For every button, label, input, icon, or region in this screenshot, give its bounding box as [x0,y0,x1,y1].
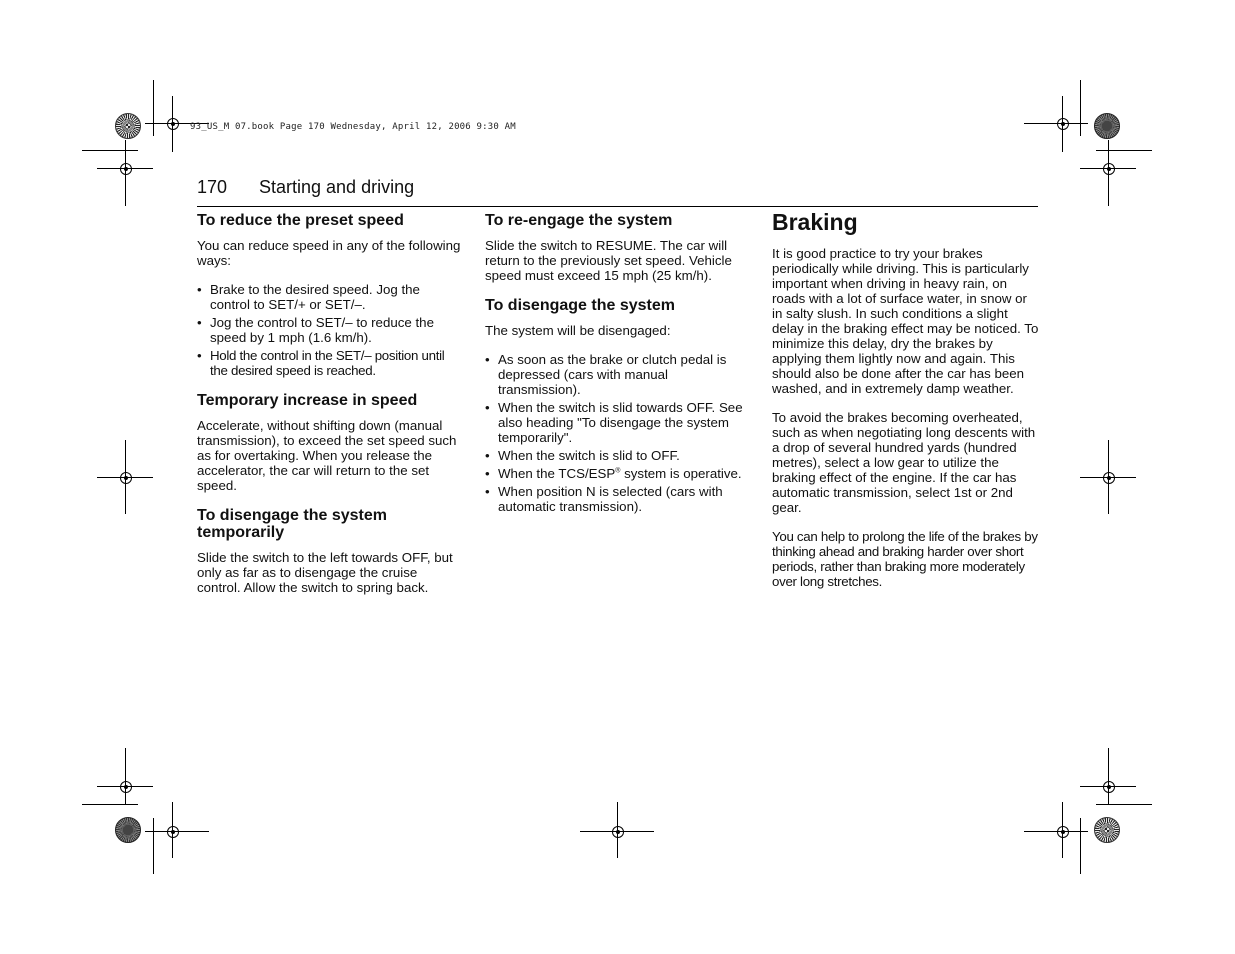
column-left [197,212,463,609]
color-wheel-icon [115,113,141,139]
paragraph: Accelerate, without shifting down (manual transmission), to exceed the set speed such as for overtaking. When you release the accelerator, the car will return to the set speed. [197,418,457,493]
color-wheel-icon [1094,817,1120,843]
heading-disengage: To disengage the system [485,297,675,314]
crop-line [82,150,138,151]
paragraph: You can reduce speed in any of the following ways: [197,238,461,268]
crop-line [125,748,126,804]
header-rule [197,206,1038,207]
list-item: • Jog the control to SET/– to reduce the speed by 1 mph (1.6 km/h). [197,315,463,345]
registered-mark: ® [615,467,621,475]
column-right [772,209,1040,603]
crop-line [1080,818,1081,874]
color-wheel-icon [1094,113,1120,139]
column-middle [485,212,751,528]
registration-mark-icon [1101,470,1117,486]
crop-line [1096,150,1152,151]
registration-mark-icon [1055,116,1071,132]
registration-mark-icon [1055,824,1071,840]
running-head: Starting and driving [259,177,415,197]
heading-disengage-temporarily: To disengage the system temporarily [197,507,387,541]
paragraph: Slide the switch to RESUME. The car will return to the previously set speed. Vehicle speed must exceed 15 mph (25 km/h). [485,238,732,283]
list-item: • Hold the control in the SET/– position until the desired speed is reached. [197,348,463,378]
page-number: 170 [197,177,228,197]
crop-line [153,80,154,136]
registration-mark-icon [118,470,134,486]
registration-mark-icon [1101,161,1117,177]
paragraph: Slide the switch to the left towards OFF, but only as far as to disengage the cruise control. Allow the switch to spring back. [197,550,453,595]
paragraph: It is good practice to try your brakes periodically while driving. This is particularly important when driving in heavy rain, on roads with a lot of surface water, in snow or in salty slush. In such conditions a slight delay in the braking effect may be noticed. To minimize this delay, dry the brakes by applying them lightly now and again. This should also be done after the car has been washed, and in extremely damp weather. [772,246,1039,396]
list-item: • As soon as the brake or clutch pedal is depressed (cars with manual transmission). [485,352,751,397]
registration-mark-icon [610,824,626,840]
registration-mark-icon [1101,779,1117,795]
tcs-text-rest: system is operative. [620,466,742,481]
crop-line [1108,748,1109,804]
registration-mark-icon [118,161,134,177]
crop-line [82,804,138,805]
registration-mark-icon [165,824,181,840]
tcs-text: When the TCS/ESP [498,466,616,481]
registration-mark-icon [165,116,181,132]
list-item: • When the switch is slid to OFF. [485,448,751,463]
print-slug: 93_US_M 07.book Page 170 Wednesday, April 12, 2006 9:30 AM [190,122,516,132]
paragraph: You can help to prolong the life of the brakes by thinking ahead and braking harder over short periods, rather than braking more moderately over long stretches. [772,529,1038,589]
list-item: • When position N is selected (cars with automatic transmission). [485,484,751,514]
paragraph: The system will be disengaged: [485,323,671,338]
registration-mark-icon [118,779,134,795]
list-item: • Brake to the desired speed. Jog the control to SET/+ or SET/–. [197,282,463,312]
crop-line [153,818,154,874]
color-wheel-icon [115,817,141,843]
disengage-list [485,352,751,514]
heading-temporary-increase: Temporary increase in speed [197,392,418,409]
reduce-speed-list [197,282,463,378]
heading-reengage: To re-engage the system [485,212,673,229]
list-item [485,466,751,481]
paragraph: To avoid the brakes becoming overheated, such as when negotiating long descents with a drop of several hundred yards (hundred metres), select a low gear to utilize the braking effect of the engine. If the car has automatic transmission, select 1st or 2nd gear. [772,410,1036,515]
heading-reduce-speed: To reduce the preset speed [197,212,404,229]
crop-line [1096,804,1152,805]
list-item: • When the switch is slid towards OFF. See also heading "To disengage the system temporarily". [485,400,751,445]
section-title: Braking [772,209,858,235]
crop-line [1080,80,1081,136]
